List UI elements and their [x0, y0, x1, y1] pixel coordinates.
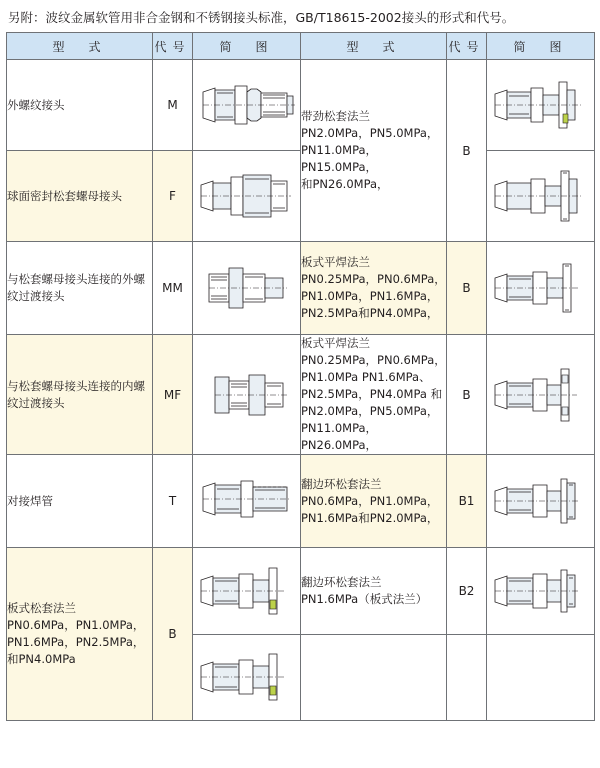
code-cell-left-1: F — [153, 151, 193, 242]
type-cell-left-5: 板式松套法兰 PN0.6MPa，PN1.0MPa， PN1.6MPa，PN2.5MPa， 和PN4.0MPa — [7, 548, 153, 721]
figure-cell-right-3 — [487, 455, 595, 548]
code-cell-right-0: B — [447, 60, 487, 242]
figure-cell-left-5b — [193, 635, 301, 721]
fitting-diagram-male-adapter — [195, 244, 299, 332]
type-cell-left-1: 球面密封松套螺母接头 — [7, 151, 153, 242]
figure-cell-left-4 — [193, 455, 301, 548]
header-type-right: 型 式 — [301, 33, 447, 60]
table-row — [7, 455, 595, 548]
empty-code-cell-right — [447, 635, 487, 721]
type-cell-right-1: 板式平焊法兰 PN0.25MPa，PN0.6MPa， PN1.0MPa，PN1.6MPa， PN2.5MPa和PN4.0MPa， — [301, 242, 447, 335]
flange-diagram-stiffened-a — [489, 62, 593, 148]
table-header-row — [7, 33, 595, 60]
code-cell-left-0: M — [153, 60, 193, 151]
figure-cell-right-1 — [487, 242, 595, 335]
fitting-diagram-spherical-union — [195, 153, 299, 239]
fitting-diagram-external-thread — [195, 62, 299, 148]
code-cell-right-1: B — [447, 242, 487, 335]
empty-figure-cell-right — [487, 635, 595, 721]
flange-diagram-stiffened-b — [489, 153, 593, 239]
code-cell-right-3: B1 — [447, 455, 487, 548]
type-cell-right-3: 翻边环松套法兰 PN0.6MPa，PN1.0MPa， PN1.6MPa和PN2.0MPa， — [301, 455, 447, 548]
fitting-diagram-female-adapter — [195, 351, 299, 439]
figure-cell-left-5a — [193, 548, 301, 635]
type-cell-right-2: 板式平焊法兰 PN0.25MPa，PN0.6MPa， PN1.0MPa PN1.6MPa、 PN2.5MPa，PN4.0MPa 和 PN2.0MPa，PN5.0MPa， PN11.0MPa，PN26.0MPa， — [301, 335, 447, 455]
figure-cell-right-0b — [487, 151, 595, 242]
flange-diagram-plate-lap-b — [195, 636, 299, 720]
header-code-right: 代号 — [447, 33, 487, 60]
table-row — [7, 242, 595, 335]
standards-table — [6, 32, 595, 721]
type-cell-left-0: 外螺纹接头 — [7, 60, 153, 151]
table-row — [7, 335, 595, 455]
figure-cell-right-2 — [487, 335, 595, 455]
empty-type-cell-right — [301, 635, 447, 721]
code-cell-left-5: B — [153, 548, 193, 721]
code-cell-left-2: MM — [153, 242, 193, 335]
type-cell-left-4: 对接焊管 — [7, 455, 153, 548]
page-caption: 另附：波纹金属软管用非合金钢和不锈钢接头标准，GB/T18615-2002接头的形式和代号。 — [8, 10, 515, 25]
code-cell-left-4: T — [153, 455, 193, 548]
flange-diagram-plate-welding-2 — [489, 351, 593, 439]
flange-diagram-lap-joint-2 — [489, 548, 593, 634]
type-cell-right-0: 带劲松套法兰 PN2.0MPa，PN5.0MPa， PN11.0MPa，PN15.0MPa， 和PN26.0MPa， — [301, 60, 447, 242]
figure-cell-left-0 — [193, 60, 301, 151]
header-figure-right: 简 图 — [487, 33, 595, 60]
figure-cell-right-4 — [487, 548, 595, 635]
header-code-left: 代号 — [153, 33, 193, 60]
header-figure-left: 简 图 — [193, 33, 301, 60]
type-cell-left-3: 与松套螺母接头连接的内螺纹过渡接头 — [7, 335, 153, 455]
code-cell-left-3: MF — [153, 335, 193, 455]
code-cell-right-4: B2 — [447, 548, 487, 635]
type-cell-left-2: 与松套螺母接头连接的外螺纹过渡接头 — [7, 242, 153, 335]
fitting-diagram-butt-weld-pipe — [195, 457, 299, 545]
flange-diagram-plate-welding-1 — [489, 244, 593, 332]
flange-diagram-plate-lap-a — [195, 548, 299, 634]
figure-cell-left-3 — [193, 335, 301, 455]
table-row — [7, 60, 595, 151]
code-cell-right-2: B — [447, 335, 487, 455]
flange-diagram-lap-joint-1 — [489, 457, 593, 545]
type-cell-right-4: 翻边环松套法兰 PN1.6MPa（板式法兰） — [301, 548, 447, 635]
figure-cell-left-1 — [193, 151, 301, 242]
header-type-left: 型 式 — [7, 33, 153, 60]
figure-cell-left-2 — [193, 242, 301, 335]
table-row — [7, 548, 595, 635]
figure-cell-right-0a — [487, 60, 595, 151]
